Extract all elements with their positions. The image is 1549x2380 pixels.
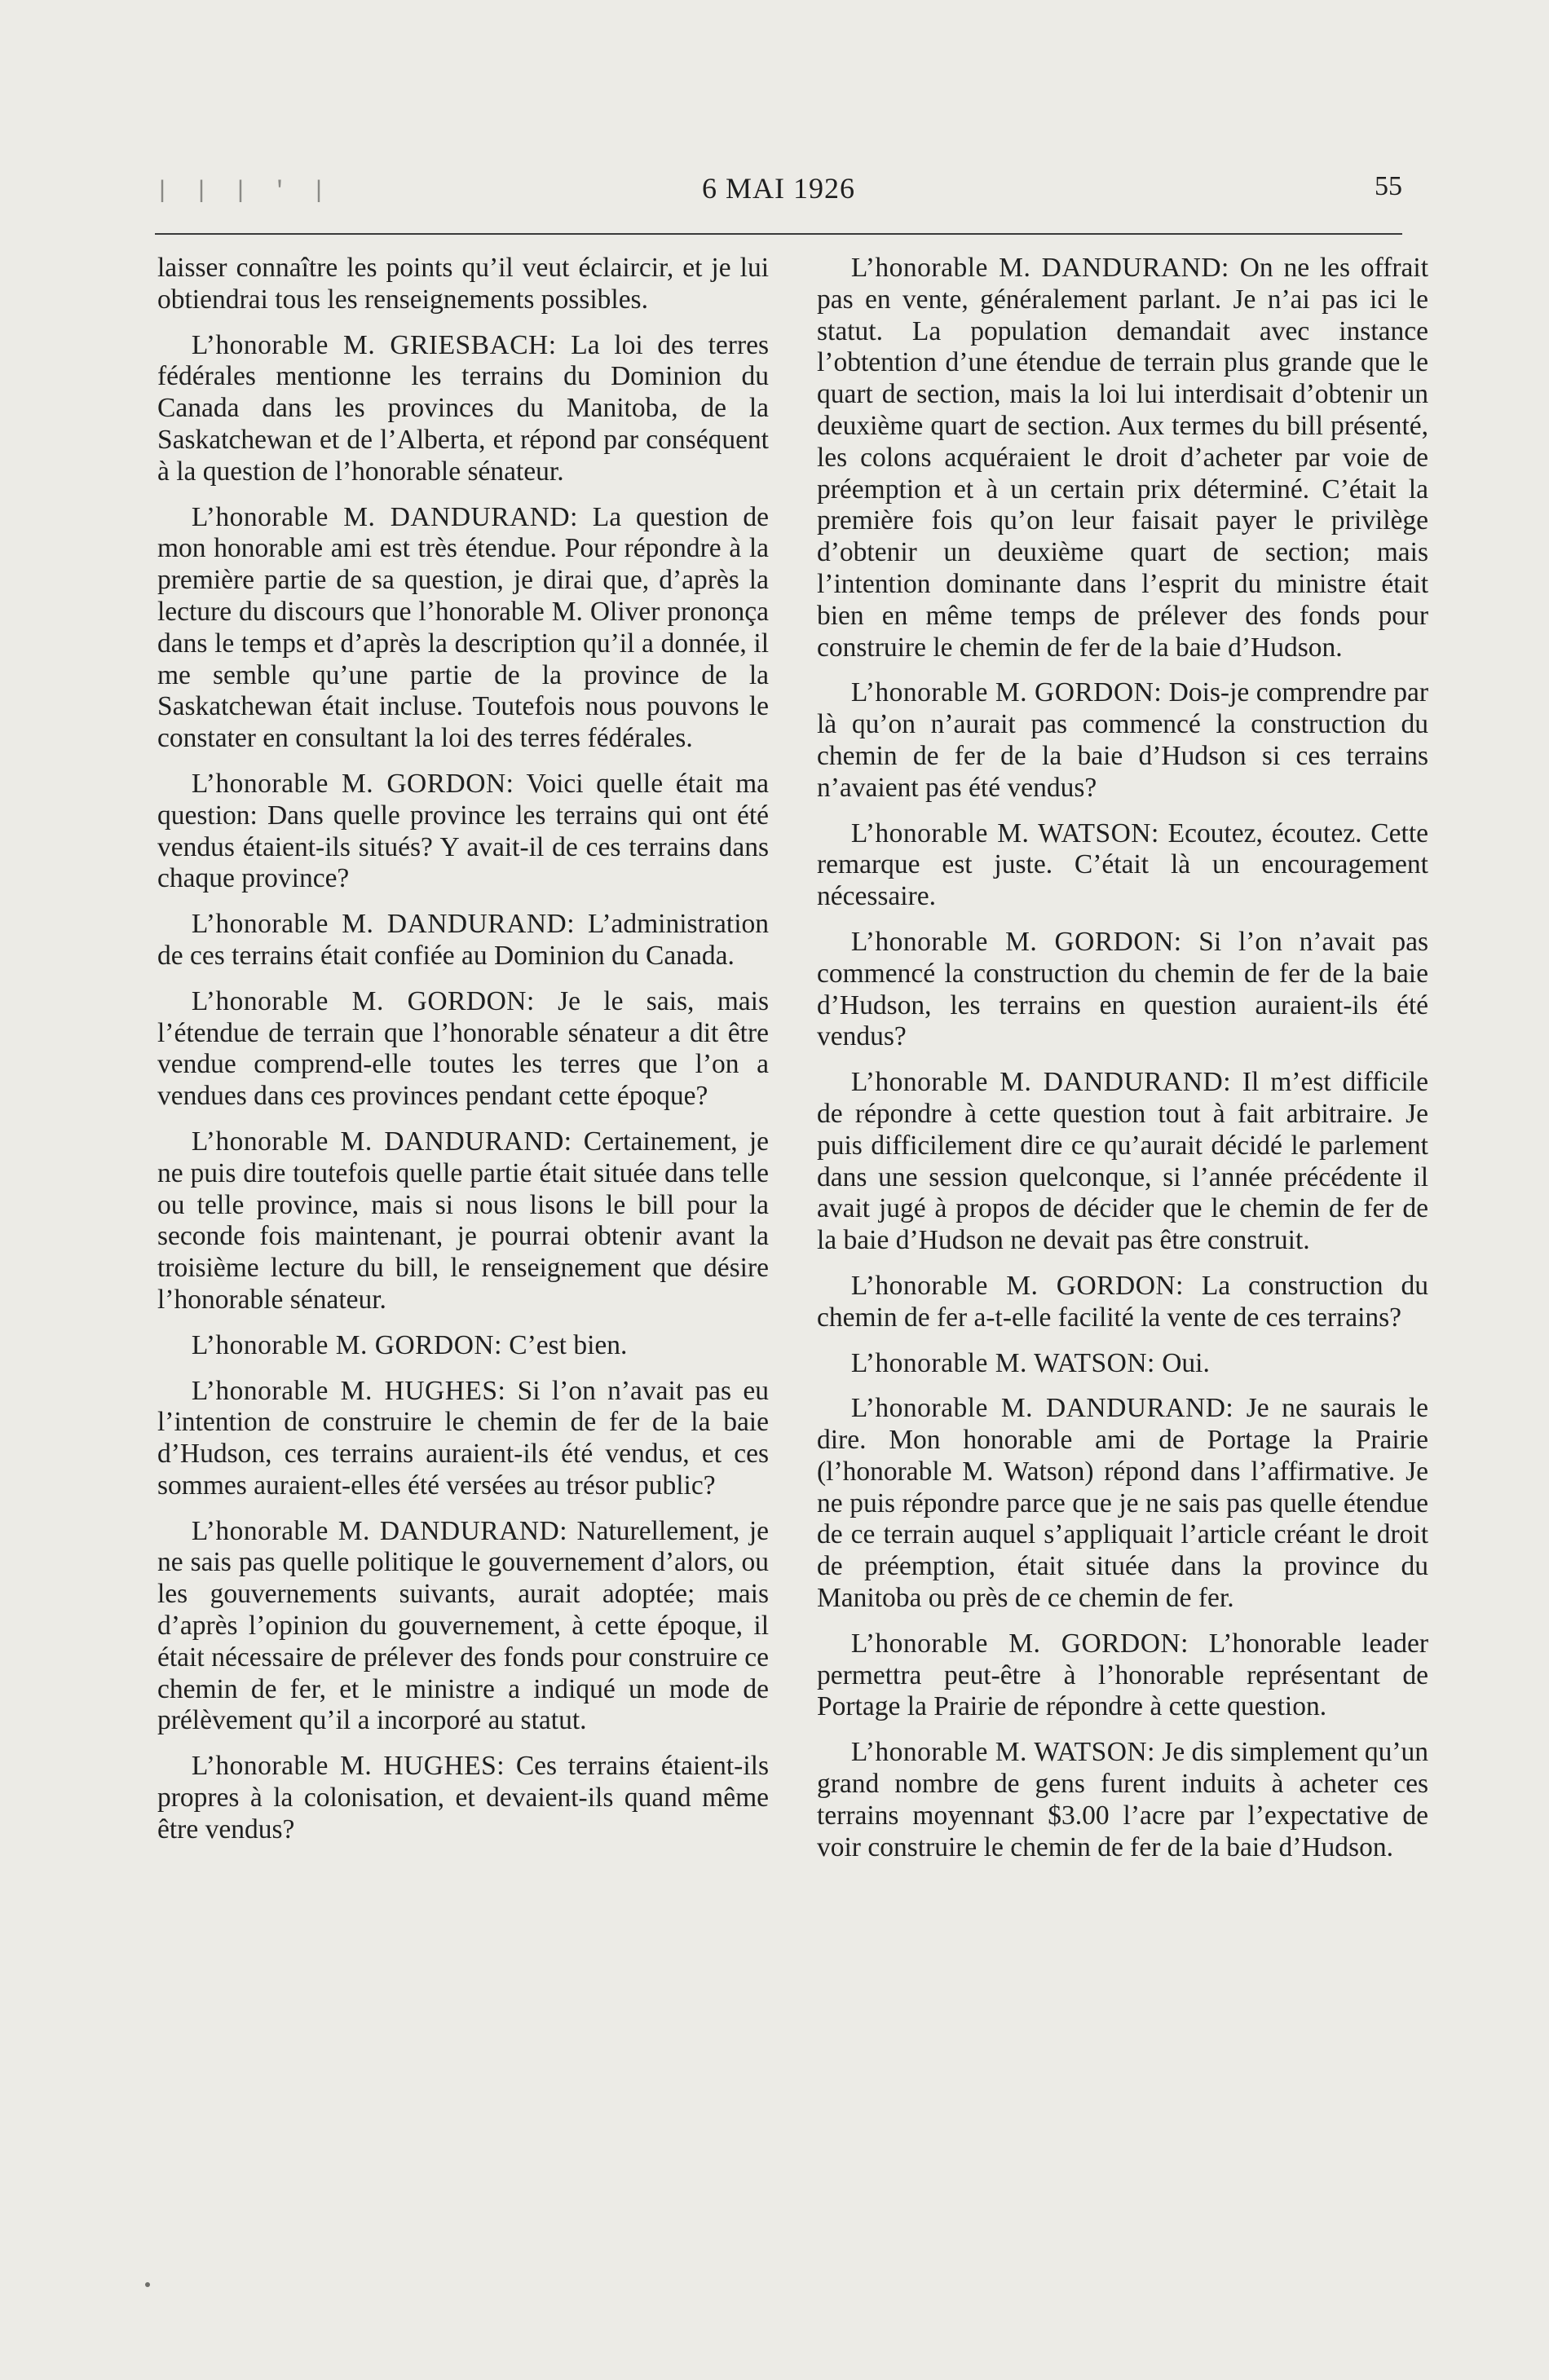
speaker-name: L’honorable M. GORDON: bbox=[850, 1270, 1184, 1301]
paragraph bbox=[157, 1330, 769, 1362]
page-header bbox=[155, 171, 1402, 220]
paragraph bbox=[817, 927, 1428, 1053]
header-date: 6 MAI 1926 bbox=[702, 172, 855, 205]
paragraph-text: Naturellement, je ne sais pas quelle politique le gouvernement d’alors, ou les gouvernements suivants, aurait adoptée; mais d’après l’opinion du gouvernement, à cette époque, il était nécessaire de prélever des fonds pour construire ce chemin de fer, et le ministre a indiqué un mode de prélèvement qu’il a incorporé au statut. bbox=[157, 1515, 769, 1736]
paragraph bbox=[817, 1067, 1428, 1257]
left-column bbox=[157, 253, 769, 1860]
paragraph bbox=[157, 1126, 769, 1316]
paragraph-text: Je dis simplement qu’un grand nombre de gens furent induits à acheter ces terrains moyennant $3.00 l’acre par l’expectative de voir construire le chemin de fer de la baie d’Hudson. bbox=[817, 1737, 1428, 1862]
paragraph-text: C’est bien. bbox=[509, 1329, 628, 1360]
paragraph-text: Voici quelle était ma question: Dans quelle province les terrains qui ont été vendus étaient-ils situés? Y avait-il de ces terrains dans chaque province? bbox=[157, 768, 769, 894]
speaker-name: L’honorable M. GORDON: bbox=[191, 1329, 502, 1360]
paragraph bbox=[157, 1376, 769, 1502]
speaker-name: L’honorable M. HUGHES: bbox=[191, 1751, 505, 1782]
speaker-name: L’honorable M. WATSON: bbox=[850, 1737, 1155, 1768]
speaker-name: L’honorable M. GORDON: bbox=[850, 1628, 1189, 1659]
speaker-name: L’honorable M. DANDURAND: bbox=[850, 1067, 1231, 1098]
speaker-name: L’honorable M. DANDURAND: bbox=[191, 909, 576, 940]
paragraph-text: Si l’on n’avait pas eu l’intention de construire le chemin de fer de la baie d’Hudson, ces terrains auraient-ils été vendus, et ces sommes auraient-elles été versées au trésor public? bbox=[157, 1375, 770, 1501]
page-number: 55 bbox=[1375, 171, 1402, 201]
paragraph bbox=[157, 986, 769, 1113]
speaker-name: L’honorable M. HUGHES: bbox=[191, 1375, 506, 1406]
paragraph bbox=[817, 1629, 1428, 1723]
speaker-name: L’honorable M. DANDURAND: bbox=[850, 1393, 1234, 1424]
paragraph-text: Je ne saurais le dire. Mon honorable ami de Portage la Prairie (l’honorable M. Watson) répond dans l’affirmative. Je ne puis répondre parce que je ne sais pas quelle étendue de ce terrain auquel s’appliquait l’article créant le droit de préemption, était située dans la province du Manitoba ou près de ce chemin de fer. bbox=[817, 1393, 1429, 1614]
speaker-name: L’honorable M. GORDON: bbox=[850, 677, 1163, 708]
speaker-name: L’honorable M. DANDURAND: bbox=[191, 1126, 572, 1157]
paragraph bbox=[157, 769, 769, 895]
paragraph-text: Si l’on n’avait pas commencé la construction du chemin de fer de la baie d’Hudson, les terrains en question auraient-ils été vendus? bbox=[817, 926, 1428, 1052]
paragraph bbox=[157, 1516, 769, 1738]
paragraph-text: La question de mon honorable ami est très étendue. Pour répondre à la première partie de sa question, je dirai que, d’après la lecture du discours que l’honorable M. Oliver prononça dans le temps et d’après la description qu’il a donnée, il me semble qu’une partie de la province de la Saskatchewan était incluse. Toutefois nous pouvons le constater en consultant la loi des terres fédérales. bbox=[157, 501, 769, 754]
paragraph bbox=[817, 677, 1428, 804]
header-marks: | | | ' | bbox=[155, 178, 332, 205]
paragraph-text: La loi des terres fédérales mentionne les terrains du Dominion du Canada dans les provinces du Manitoba, de la Saskatchewan et de l’Alberta, et répond par conséquent à la question de l’honorable sénateur. bbox=[157, 329, 770, 487]
paragraph-text: Il m’est difficile de répondre à cette question tout à fait arbitraire. Je puis difficilement dire ce qu’aurait décidé le parlement dans une session quelconque, si l’année précédente il avait jugé à propos de décider que le chemin de fer de la baie d’Hudson ne devait pas être construit. bbox=[817, 1067, 1428, 1256]
speaker-name: L’honorable M. GORDON: bbox=[850, 926, 1182, 957]
paragraph bbox=[817, 1348, 1428, 1380]
speaker-name: L’honorable M. GORDON: bbox=[191, 768, 514, 799]
speaker-name: L’honorable M. GRIESBACH: bbox=[191, 329, 557, 360]
paragraph-text: L’administration de ces terrains était confiée au Dominion du Canada. bbox=[157, 909, 770, 971]
paragraph bbox=[157, 330, 769, 488]
stray-dot bbox=[145, 2282, 150, 2287]
paragraph-text: Dois-je comprendre par là qu’on n’aurait pas commencé la construction du chemin de fer de la baie d’Hudson si ces terrains n’avaient pas été vendus? bbox=[817, 677, 1428, 803]
paragraph-text: laisser connaître les points qu’il veut éclaircir, et je lui obtiendrai tous les renseignements possibles. bbox=[157, 253, 769, 315]
header-rule bbox=[155, 233, 1402, 235]
paragraph bbox=[817, 1737, 1428, 1863]
paragraph-text: Ecoutez, écoutez. Cette remarque est juste. C’était là un encouragement nécessaire. bbox=[817, 818, 1428, 912]
speaker-name: L’honorable M. DANDURAND: bbox=[191, 1515, 568, 1546]
paragraph bbox=[157, 909, 769, 972]
speaker-name: L’honorable M. DANDURAND: bbox=[191, 501, 578, 532]
paragraph-text: La construction du chemin de fer a-t-elle facilité la vente de ces terrains? bbox=[817, 1270, 1429, 1333]
paragraph-text: Certainement, je ne puis dire toutefois quelle partie était située dans telle ou telle province, mais si nous lisons le bill pour la seconde fois maintenant, je pourrai obtenir avant la troisième lecture du bill, le renseignement que désire l’honorable sénateur. bbox=[157, 1126, 769, 1315]
paragraph-text: Ces terrains étaient-ils propres à la colonisation, et devaient-ils quand même être vendus? bbox=[157, 1751, 769, 1844]
paragraph-text: On ne les offrait pas en vente, généralement parlant. Je n’ai pas ici le statut. La population demandait avec instance l’obtention d’une étendue de terrain plus grande que le quart de section, mais la loi lui interdisait d’obtenir un deuxième quart de section. Aux termes du bill présenté, les colons acquéraient le droit d’acheter par voie de préemption et à un certain prix déterminé. C’était la première fois qu’on leur faisait payer le privilège d’obtenir un deuxième quart de section; mais l’intention dominante dans l’esprit du ministre était bien en même temps de prélever des fonds pour construire le chemin de fer de la baie d’Hudson. bbox=[817, 253, 1429, 663]
paragraph bbox=[157, 502, 769, 755]
paragraph-text: Oui. bbox=[1162, 1347, 1210, 1378]
paragraph bbox=[817, 818, 1428, 913]
speaker-name: L’honorable M. DANDURAND: bbox=[850, 253, 1229, 283]
paragraph bbox=[817, 1271, 1428, 1334]
paragraph bbox=[157, 253, 769, 316]
right-column bbox=[817, 253, 1428, 1877]
paragraph-text: Je le sais, mais l’étendue de terrain que l’honorable sénateur a dit être vendue comprend-elle toutes les terres que l’on a vendues dans ces provinces pendant cette époque? bbox=[157, 985, 770, 1112]
speaker-name: L’honorable M. WATSON: bbox=[850, 818, 1159, 848]
paragraph bbox=[157, 1751, 769, 1845]
paragraph bbox=[817, 1393, 1428, 1615]
paragraph bbox=[817, 253, 1428, 663]
paragraph-text: L’honorable leader permettra peut-être à l’honorable représentant de Portage la Prairie de répondre à cette question. bbox=[817, 1628, 1428, 1722]
speaker-name: L’honorable M. WATSON: bbox=[850, 1347, 1155, 1378]
speaker-name: L’honorable M. GORDON: bbox=[191, 985, 535, 1016]
